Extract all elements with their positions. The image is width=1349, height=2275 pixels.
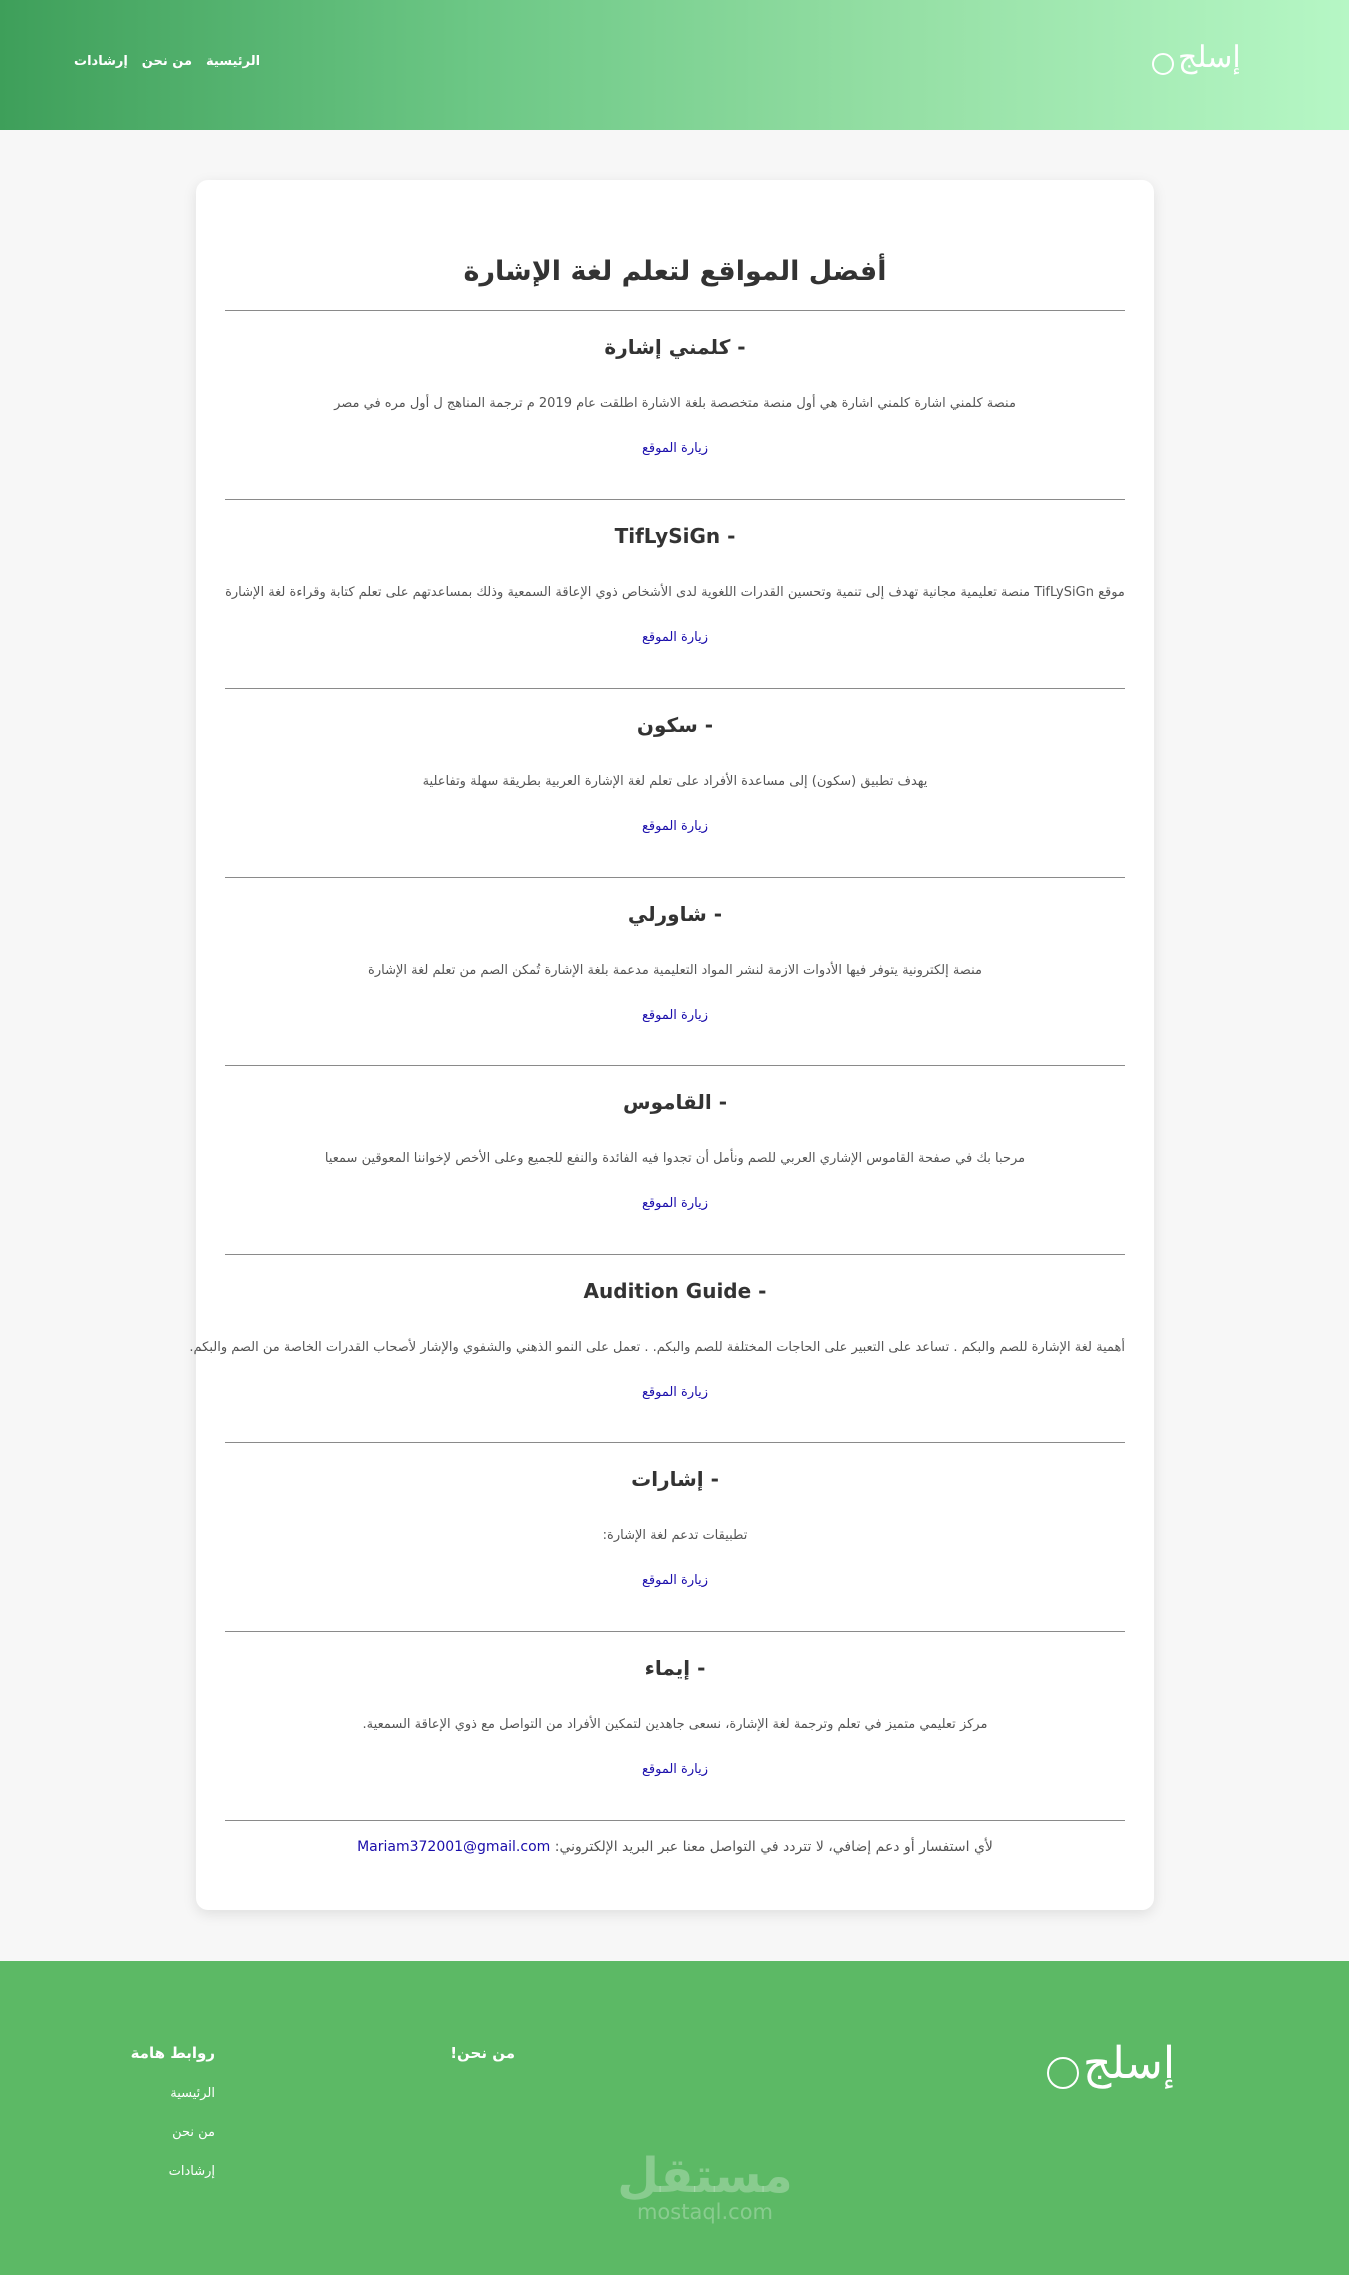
site-section bbox=[225, 500, 1125, 688]
site-description: مرحبا بك في صفحة القاموس الإشاري العربي للصم ونأمل أن تجدوا فيه الفائدة والنفع للجميع وعلى الأخص لإخواننا المعوقين سمعيا bbox=[324, 1151, 1026, 1166]
footer-links bbox=[131, 2044, 215, 2179]
watermark-url: mostaql.com bbox=[636, 2200, 774, 2224]
site-description: تطبيقات تدعم لغة الإشارة: bbox=[602, 1528, 748, 1543]
site-title: - Audition Guide bbox=[583, 1279, 767, 1303]
visit-site-link[interactable]: زيارة الموقع bbox=[641, 441, 708, 456]
visit-site-link[interactable]: زيارة الموقع bbox=[641, 630, 708, 645]
visit-site-link[interactable]: زيارة الموقع bbox=[641, 1385, 708, 1400]
site-section bbox=[225, 311, 1125, 499]
nav-link-about[interactable]: من نحن bbox=[141, 54, 193, 69]
footer-logo[interactable] bbox=[1047, 2037, 1175, 2089]
site-logo[interactable] bbox=[1152, 40, 1241, 75]
site-section bbox=[225, 1632, 1125, 1820]
contact-line bbox=[196, 1839, 1154, 1855]
page-title: أفضل المواقع لتعلم لغة الإشارة bbox=[463, 256, 887, 288]
footer-about-title: من نحن! bbox=[450, 2044, 515, 2062]
watermark bbox=[555, 2148, 855, 2224]
main-nav bbox=[74, 54, 260, 69]
visit-site-link[interactable]: زيارة الموقع bbox=[641, 819, 708, 834]
visit-site-link[interactable]: زيارة الموقع bbox=[641, 1008, 708, 1023]
watermark-arabic: مستقل bbox=[617, 2148, 793, 2204]
site-title: - سكون bbox=[636, 713, 714, 737]
logo-circle-icon bbox=[1152, 53, 1174, 75]
site-section bbox=[225, 689, 1125, 877]
contact-text: لأي استفسار أو دعم إضافي، لا تتردد في التواصل معنا عبر البريد الإلكتروني: bbox=[554, 1839, 993, 1855]
site-title: - إشارات bbox=[631, 1467, 719, 1491]
site-description: أهمية لغة الإشارة للصم والبكم . تساعد على التعبير على الحاجات المختلفة للصم والبكم. . تعمل على النمو الذهني والشفوي والإشار لأصحاب القدرات الخاصة من الصم والبكم. bbox=[189, 1340, 1125, 1355]
site-description: منصة كلمني اشارة كلمني اشارة هي أول منصة متخصصة بلغة الاشارة اطلقت عام 2019 م ترجمة المناهج ل أول مره في مصر bbox=[334, 396, 1016, 411]
logo-circle-icon bbox=[1047, 2057, 1079, 2089]
site-footer bbox=[0, 1961, 1349, 2275]
site-description: يهدف تطبيق (سكون) إلى مساعدة الأفراد على تعلم لغة الإشارة العربية بطريقة سهلة وتفاعلية bbox=[422, 774, 928, 789]
footer-link-home[interactable]: الرئيسية bbox=[170, 2086, 215, 2101]
site-description: منصة إلكترونية يتوفر فيها الأدوات الازمة لنشر المواد التعليمية مدعمة بلغة الإشارة تُمكن الصم من تعلم لغة الإشارة bbox=[368, 963, 982, 978]
site-description: مركز تعليمي متميز في تعلم وترجمة لغة الإشارة، نسعى جاهدين لتمكين الأفراد من التواصل مع ذوي الإعاقة السمعية. bbox=[362, 1717, 988, 1732]
nav-link-guides[interactable]: إرشادات bbox=[74, 54, 128, 69]
site-title: - القاموس bbox=[622, 1090, 728, 1114]
sites-card bbox=[189, 180, 1154, 1910]
footer-link-guides[interactable]: إرشادات bbox=[168, 2164, 215, 2179]
footer-link-about[interactable]: من نحن bbox=[172, 2125, 215, 2140]
site-section bbox=[225, 1066, 1125, 1254]
visit-site-link[interactable]: زيارة الموقع bbox=[641, 1196, 708, 1211]
site-section bbox=[225, 1443, 1125, 1631]
footer-links-title: روابط هامة bbox=[130, 2044, 215, 2062]
visit-site-link[interactable]: زيارة الموقع bbox=[641, 1573, 708, 1588]
footer-about bbox=[450, 2044, 515, 2062]
site-description: موقع TifLySiGn منصة تعليمية مجانية تهدف إلى تنمية وتحسين القدرات اللغوية لدى الأشخاص ذوي الإعاقة السمعية وذلك بمساعدتهم على تعلم كتابة وقراءة لغة الإشارة bbox=[225, 585, 1125, 600]
nav-link-home[interactable]: الرئيسية bbox=[206, 54, 261, 69]
contact-email-link[interactable]: Mariam372001@gmail.com bbox=[357, 1839, 551, 1855]
section-divider bbox=[225, 1820, 1125, 1821]
site-header bbox=[0, 0, 1349, 130]
site-title: - كلمني إشارة bbox=[604, 335, 746, 359]
logo-text: إسلج bbox=[1178, 40, 1241, 75]
logo-text: إسلج bbox=[1083, 2037, 1176, 2089]
site-title: - إيماء bbox=[644, 1656, 706, 1680]
site-section bbox=[189, 1255, 1125, 1443]
site-title: - TifLySiGn bbox=[614, 524, 736, 548]
visit-site-link[interactable]: زيارة الموقع bbox=[641, 1762, 708, 1777]
site-section bbox=[225, 878, 1125, 1066]
site-title: - شاورلي bbox=[627, 902, 723, 926]
